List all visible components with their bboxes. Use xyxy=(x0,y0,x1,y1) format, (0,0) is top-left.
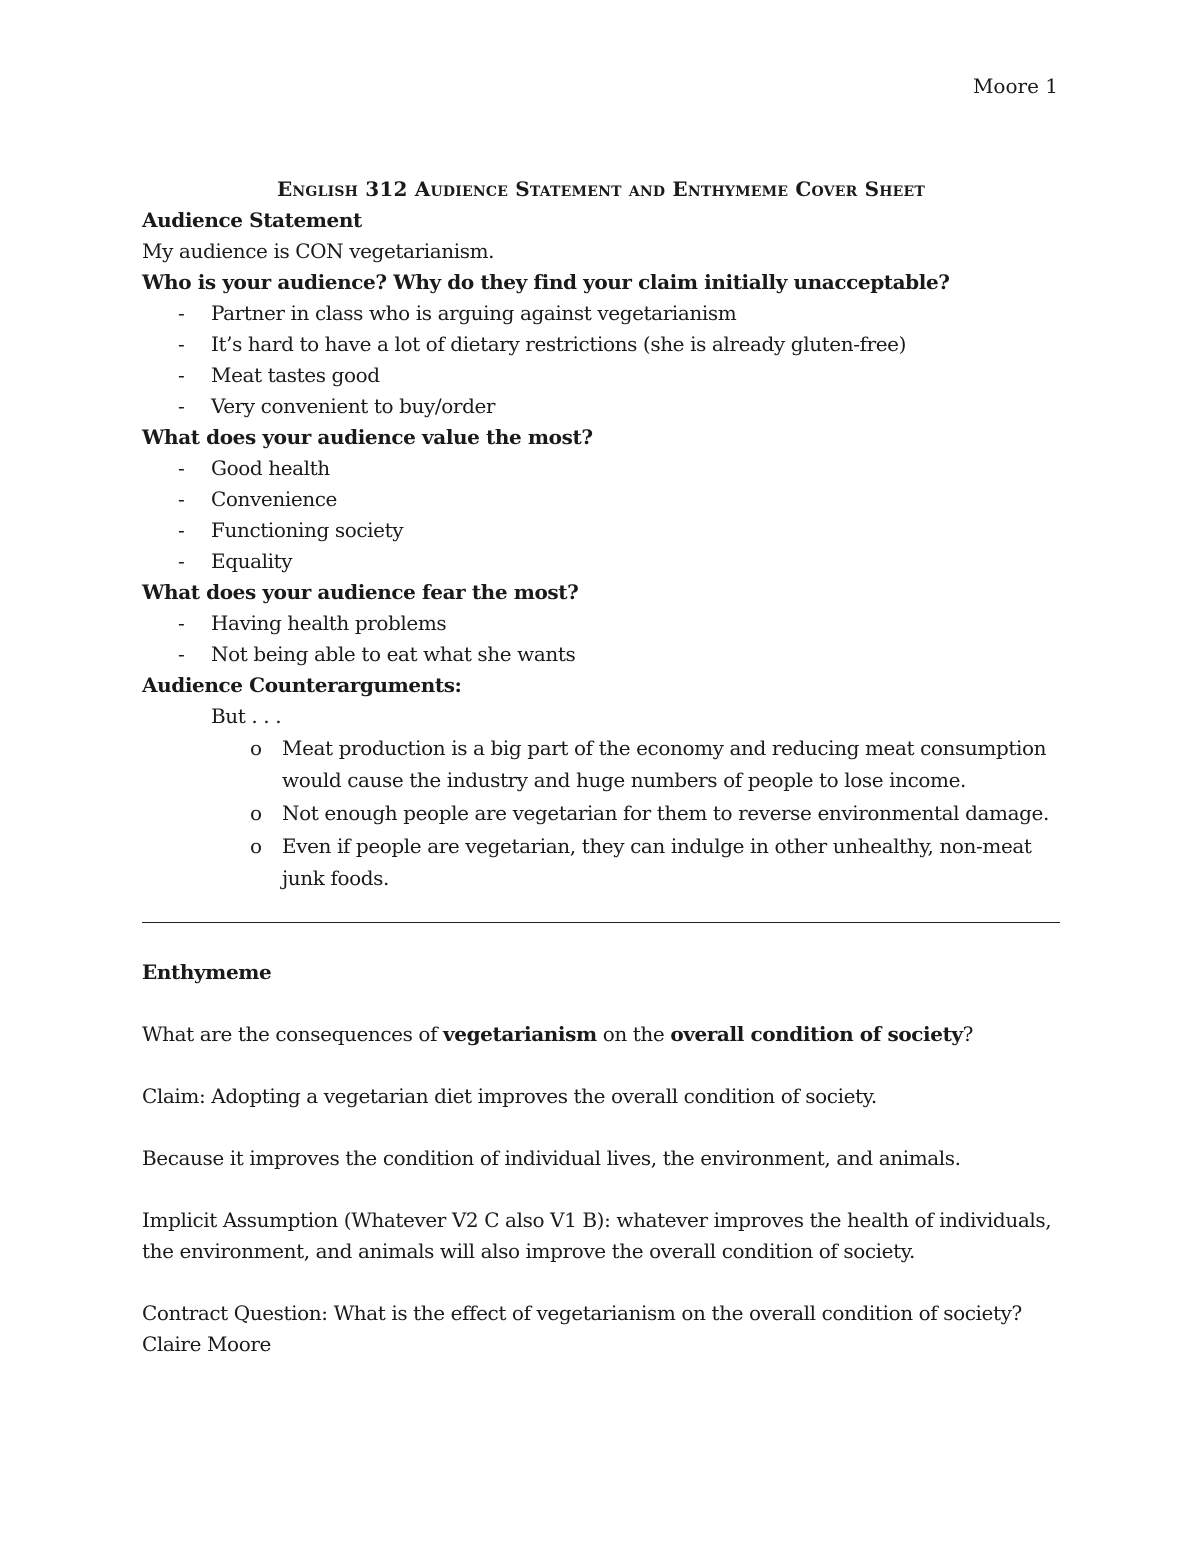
audience-section xyxy=(142,174,1060,895)
list-item xyxy=(142,608,1060,639)
dash-marker: - xyxy=(178,332,185,356)
dash-marker: - xyxy=(178,394,185,418)
list-item-text: Meat production is a big part of the economy and reducing meat consumption would cause the industry and huge numbers of people to lose income. xyxy=(282,736,1047,792)
fears-list xyxy=(142,608,1060,670)
counterarguments-heading: Audience Counterarguments: xyxy=(142,673,462,697)
audience-intro: My audience is CON vegetarianism. xyxy=(142,239,495,263)
list-item-text: Not being able to eat what she wants xyxy=(211,642,576,666)
list-item-text: Functioning society xyxy=(211,518,404,542)
list-item xyxy=(142,732,1060,796)
list-item-text: Equality xyxy=(211,549,293,573)
dash-marker: - xyxy=(178,518,185,542)
section-divider xyxy=(142,922,1060,923)
question-term: vegetarianism xyxy=(443,1022,597,1046)
circle-bullet-icon: o xyxy=(250,834,262,858)
list-item xyxy=(142,391,1060,422)
list-item xyxy=(142,298,1060,329)
question-text: What are the consequences of xyxy=(142,1022,444,1046)
page-number: Moore 1 xyxy=(972,74,1058,98)
list-item-text: Meat tastes good xyxy=(211,363,380,387)
list-item xyxy=(142,515,1060,546)
implicit-assumption: Implicit Assumption (Whatever V2 C also V1 B): whatever improves the health of individuals, the environment, and animals will also improve the overall condition of society. xyxy=(142,1208,1052,1263)
list-item xyxy=(142,639,1060,670)
because-clause: Because it improves the condition of individual lives, the environment, and animals. xyxy=(142,1146,961,1170)
list-item-text: Partner in class who is arguing against vegetarianism xyxy=(211,301,737,325)
question-text: on the xyxy=(596,1022,671,1046)
dash-marker: - xyxy=(178,642,185,666)
list-item xyxy=(142,329,1060,360)
list-item xyxy=(142,360,1060,391)
author-name: Claire Moore xyxy=(142,1332,271,1356)
enthymeme-question xyxy=(142,1019,1060,1050)
values-list xyxy=(142,453,1060,577)
contract-question: Contract Question: What is the effect of vegetarianism on the overall condition of society? xyxy=(142,1301,1022,1325)
enthymeme-heading: Enthymeme xyxy=(142,960,272,984)
list-item xyxy=(142,453,1060,484)
list-item-text: Convenience xyxy=(211,487,337,511)
audience-list xyxy=(142,298,1060,422)
dash-marker: - xyxy=(178,456,185,480)
question-text: ? xyxy=(962,1022,973,1046)
list-item xyxy=(142,797,1060,829)
dash-marker: - xyxy=(178,549,185,573)
document-title: English 312 Audience Statement and Enthymeme Cover Sheet xyxy=(276,177,926,201)
counterarguments-list xyxy=(142,732,1060,894)
dash-marker: - xyxy=(178,301,185,325)
question-audience: Who is your audience? Why do they find your claim initially unacceptable? xyxy=(142,270,950,294)
circle-bullet-icon: o xyxy=(250,801,262,825)
list-item-text: Not enough people are vegetarian for them to reverse environmental damage. xyxy=(282,801,1049,825)
list-item-text: It’s hard to have a lot of dietary restrictions (she is already gluten-free) xyxy=(211,332,907,356)
list-item xyxy=(142,830,1060,894)
list-item xyxy=(142,546,1060,577)
list-item-text: Having health problems xyxy=(211,611,447,635)
dash-marker: - xyxy=(178,487,185,511)
list-item-text: Good health xyxy=(211,456,330,480)
question-term: overall condition of society xyxy=(670,1022,963,1046)
audience-statement-heading: Audience Statement xyxy=(142,208,362,232)
list-item-text: Even if people are vegetarian, they can indulge in other unhealthy, non-meat junk foods. xyxy=(282,834,1032,890)
counterarguments-intro: But . . . xyxy=(211,704,282,728)
question-fears: What does your audience fear the most? xyxy=(142,580,579,604)
list-item xyxy=(142,484,1060,515)
enthymeme-section xyxy=(142,957,1060,1360)
dash-marker: - xyxy=(178,611,185,635)
dash-marker: - xyxy=(178,363,185,387)
claim: Claim: Adopting a vegetarian diet improves the overall condition of society. xyxy=(142,1084,877,1108)
circle-bullet-icon: o xyxy=(250,736,262,760)
list-item-text: Very convenient to buy/order xyxy=(211,394,496,418)
question-values: What does your audience value the most? xyxy=(142,425,593,449)
